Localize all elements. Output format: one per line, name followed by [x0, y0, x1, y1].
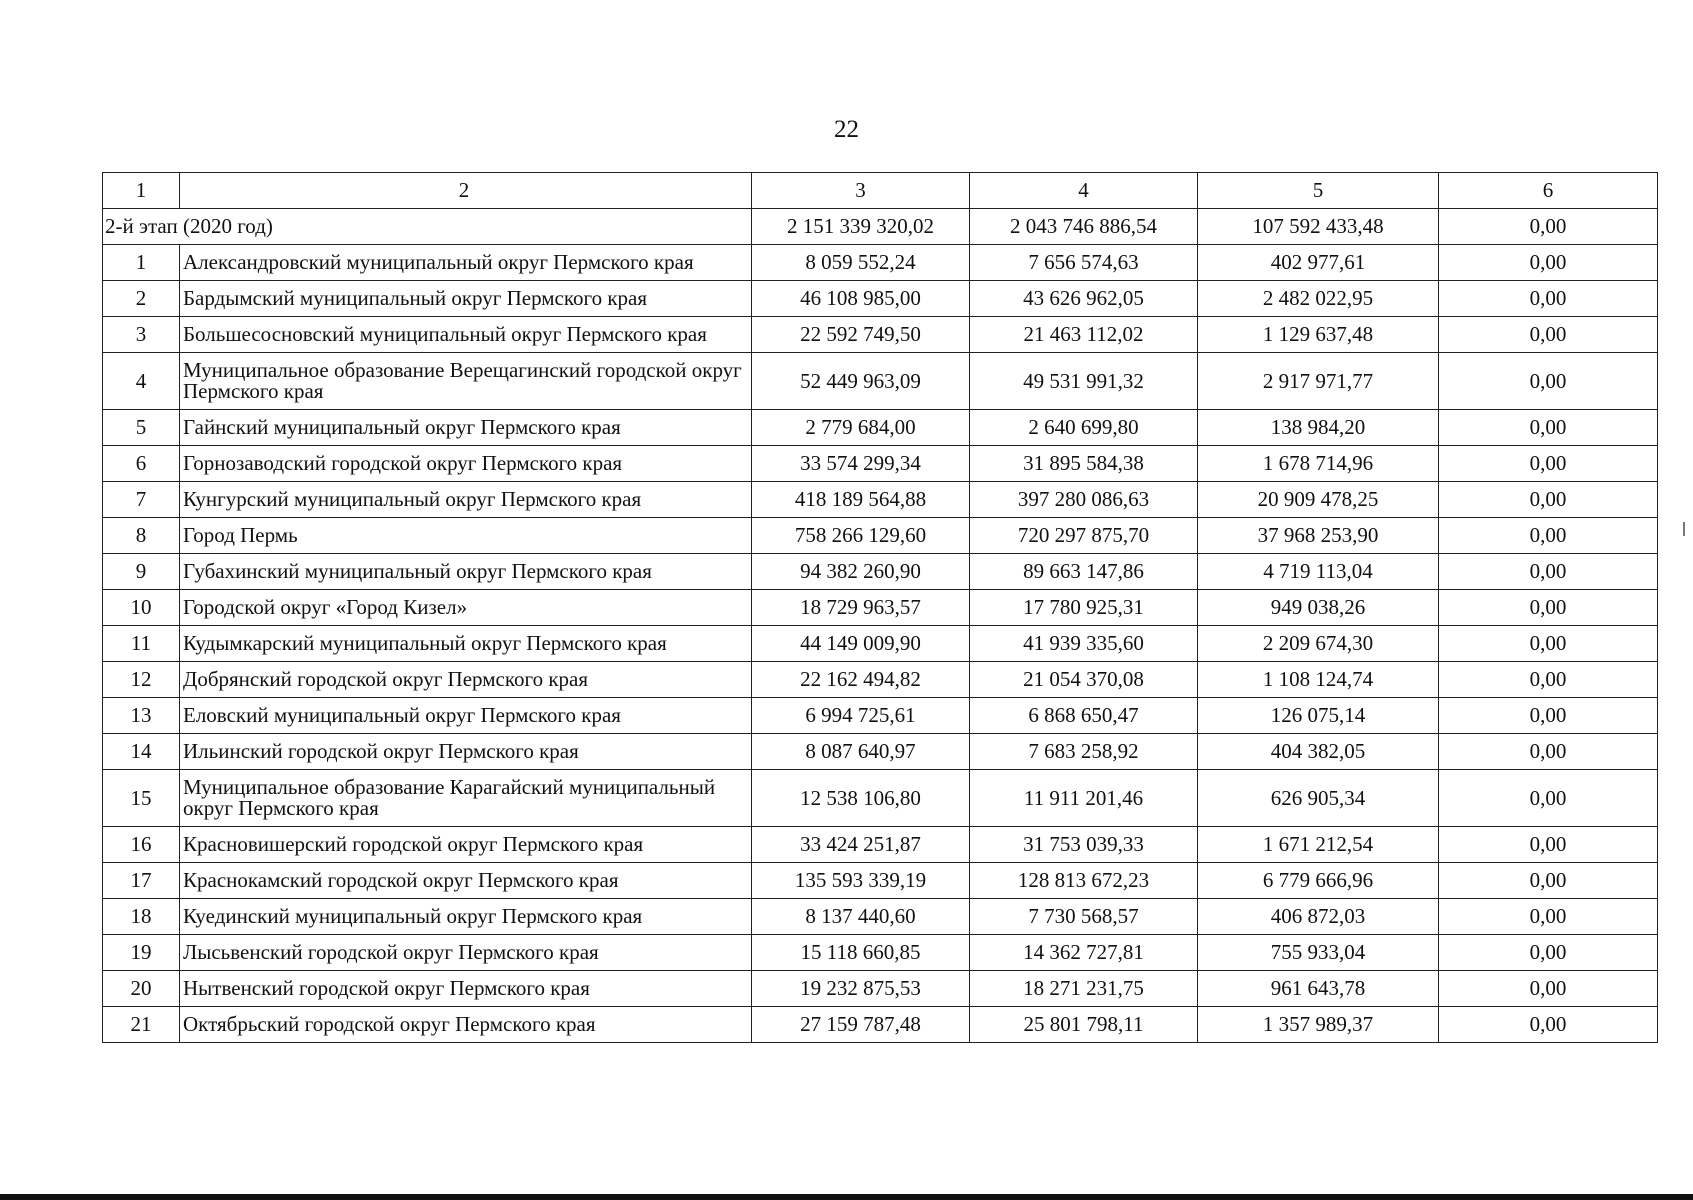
- row-number: 7: [103, 482, 180, 518]
- value-col6: 0,00: [1439, 626, 1658, 662]
- scan-mark: [1683, 522, 1685, 536]
- stage-total-col3: 2 151 339 320,02: [752, 209, 970, 245]
- table-row: [103, 518, 1658, 554]
- table-row: [103, 935, 1658, 971]
- value-col5: 4 719 113,04: [1198, 554, 1439, 590]
- row-number: 11: [103, 626, 180, 662]
- table-row: [103, 245, 1658, 281]
- value-col3: 135 593 339,19: [752, 863, 970, 899]
- value-col3: 758 266 129,60: [752, 518, 970, 554]
- value-col5: 1 678 714,96: [1198, 446, 1439, 482]
- row-number: 9: [103, 554, 180, 590]
- row-number: 14: [103, 734, 180, 770]
- value-col4: 43 626 962,05: [970, 281, 1198, 317]
- table-row: [103, 1007, 1658, 1043]
- value-col4: 720 297 875,70: [970, 518, 1198, 554]
- value-col5: 404 382,05: [1198, 734, 1439, 770]
- header-cell-2: 2: [180, 173, 752, 209]
- scan-bottom-edge: [0, 1194, 1693, 1200]
- value-col6: 0,00: [1439, 863, 1658, 899]
- row-number: 3: [103, 317, 180, 353]
- municipality-name: Краснокамский городской округ Пермского края: [180, 863, 752, 899]
- value-col6: 0,00: [1439, 899, 1658, 935]
- value-col4: 25 801 798,11: [970, 1007, 1198, 1043]
- value-col5: 138 984,20: [1198, 410, 1439, 446]
- table-row: [103, 971, 1658, 1007]
- value-col6: 0,00: [1439, 245, 1658, 281]
- value-col6: 0,00: [1439, 281, 1658, 317]
- header-cell-6: 6: [1439, 173, 1658, 209]
- value-col5: 1 129 637,48: [1198, 317, 1439, 353]
- value-col5: 2 917 971,77: [1198, 353, 1439, 410]
- municipality-name: Александровский муниципальный округ Пермского края: [180, 245, 752, 281]
- table-row: [103, 698, 1658, 734]
- row-number: 8: [103, 518, 180, 554]
- value-col4: 7 656 574,63: [970, 245, 1198, 281]
- value-col5: 402 977,61: [1198, 245, 1439, 281]
- stage-total-col4: 2 043 746 886,54: [970, 209, 1198, 245]
- row-number: 13: [103, 698, 180, 734]
- municipality-name: Гайнский муниципальный округ Пермского края: [180, 410, 752, 446]
- value-col5: 406 872,03: [1198, 899, 1439, 935]
- value-col3: 6 994 725,61: [752, 698, 970, 734]
- value-col5: 20 909 478,25: [1198, 482, 1439, 518]
- municipality-name: Городской округ «Город Кизел»: [180, 590, 752, 626]
- value-col4: 7 683 258,92: [970, 734, 1198, 770]
- value-col3: 22 592 749,50: [752, 317, 970, 353]
- municipality-name: Нытвенский городской округ Пермского края: [180, 971, 752, 1007]
- stage-row: [103, 209, 1658, 245]
- value-col3: 418 189 564,88: [752, 482, 970, 518]
- value-col6: 0,00: [1439, 518, 1658, 554]
- value-col3: 19 232 875,53: [752, 971, 970, 1007]
- header-cell-5: 5: [1198, 173, 1439, 209]
- data-table: [102, 172, 1658, 1043]
- value-col5: 37 968 253,90: [1198, 518, 1439, 554]
- municipality-name: Кудымкарский муниципальный округ Пермского края: [180, 626, 752, 662]
- value-col3: 8 059 552,24: [752, 245, 970, 281]
- value-col3: 44 149 009,90: [752, 626, 970, 662]
- municipality-name: Большесосновский муниципальный округ Пермского края: [180, 317, 752, 353]
- stage-label: 2-й этап (2020 год): [103, 209, 752, 245]
- row-number: 2: [103, 281, 180, 317]
- table-row: [103, 899, 1658, 935]
- table-row: [103, 590, 1658, 626]
- value-col4: 18 271 231,75: [970, 971, 1198, 1007]
- value-col3: 52 449 963,09: [752, 353, 970, 410]
- row-number: 16: [103, 827, 180, 863]
- value-col4: 49 531 991,32: [970, 353, 1198, 410]
- value-col4: 21 054 370,08: [970, 662, 1198, 698]
- value-col6: 0,00: [1439, 662, 1658, 698]
- stage-total-col5: 107 592 433,48: [1198, 209, 1439, 245]
- value-col5: 1 357 989,37: [1198, 1007, 1439, 1043]
- value-col5: 961 643,78: [1198, 971, 1439, 1007]
- value-col5: 626 905,34: [1198, 770, 1439, 827]
- value-col6: 0,00: [1439, 734, 1658, 770]
- value-col6: 0,00: [1439, 1007, 1658, 1043]
- value-col5: 6 779 666,96: [1198, 863, 1439, 899]
- value-col6: 0,00: [1439, 410, 1658, 446]
- value-col3: 94 382 260,90: [752, 554, 970, 590]
- municipality-name: Октябрьский городской округ Пермского края: [180, 1007, 752, 1043]
- value-col4: 11 911 201,46: [970, 770, 1198, 827]
- value-col3: 18 729 963,57: [752, 590, 970, 626]
- municipality-name: Губахинский муниципальный округ Пермского края: [180, 554, 752, 590]
- value-col6: 0,00: [1439, 482, 1658, 518]
- value-col5: 755 933,04: [1198, 935, 1439, 971]
- header-cell-4: 4: [970, 173, 1198, 209]
- municipality-name: Добрянский городской округ Пермского края: [180, 662, 752, 698]
- value-col3: 46 108 985,00: [752, 281, 970, 317]
- value-col3: 12 538 106,80: [752, 770, 970, 827]
- table-row: [103, 626, 1658, 662]
- table-row: [103, 317, 1658, 353]
- value-col3: 27 159 787,48: [752, 1007, 970, 1043]
- value-col6: 0,00: [1439, 554, 1658, 590]
- row-number: 1: [103, 245, 180, 281]
- header-cell-3: 3: [752, 173, 970, 209]
- value-col6: 0,00: [1439, 590, 1658, 626]
- table-row: [103, 281, 1658, 317]
- value-col4: 2 640 699,80: [970, 410, 1198, 446]
- value-col4: 31 895 584,38: [970, 446, 1198, 482]
- row-number: 5: [103, 410, 180, 446]
- value-col3: 8 137 440,60: [752, 899, 970, 935]
- value-col5: 1 671 212,54: [1198, 827, 1439, 863]
- value-col4: 21 463 112,02: [970, 317, 1198, 353]
- page-number: 22: [834, 116, 859, 143]
- municipality-name: Бардымский муниципальный округ Пермского края: [180, 281, 752, 317]
- row-number: 10: [103, 590, 180, 626]
- municipality-name: Муниципальное образование Карагайский муниципальный округ Пермского края: [180, 770, 752, 827]
- table-row: [103, 662, 1658, 698]
- value-col5: 949 038,26: [1198, 590, 1439, 626]
- header-row: [103, 173, 1658, 209]
- value-col6: 0,00: [1439, 971, 1658, 1007]
- row-number: 19: [103, 935, 180, 971]
- municipality-name: Лысьвенский городской округ Пермского края: [180, 935, 752, 971]
- table-row: [103, 827, 1658, 863]
- value-col6: 0,00: [1439, 935, 1658, 971]
- municipality-name: Еловский муниципальный округ Пермского края: [180, 698, 752, 734]
- value-col3: 8 087 640,97: [752, 734, 970, 770]
- table-body: [103, 173, 1658, 1043]
- table-row: [103, 554, 1658, 590]
- table-row: [103, 734, 1658, 770]
- row-number: 12: [103, 662, 180, 698]
- municipality-name: Муниципальное образование Верещагинский городской округ Пермского края: [180, 353, 752, 410]
- municipality-name: Горнозаводский городской округ Пермского края: [180, 446, 752, 482]
- value-col4: 6 868 650,47: [970, 698, 1198, 734]
- value-col4: 128 813 672,23: [970, 863, 1198, 899]
- table-row: [103, 353, 1658, 410]
- value-col4: 89 663 147,86: [970, 554, 1198, 590]
- value-col4: 14 362 727,81: [970, 935, 1198, 971]
- header-cell-1: 1: [103, 173, 180, 209]
- value-col4: 17 780 925,31: [970, 590, 1198, 626]
- value-col6: 0,00: [1439, 446, 1658, 482]
- row-number: 17: [103, 863, 180, 899]
- value-col4: 397 280 086,63: [970, 482, 1198, 518]
- table-row: [103, 446, 1658, 482]
- value-col6: 0,00: [1439, 353, 1658, 410]
- row-number: 20: [103, 971, 180, 1007]
- value-col6: 0,00: [1439, 698, 1658, 734]
- value-col4: 7 730 568,57: [970, 899, 1198, 935]
- value-col3: 33 574 299,34: [752, 446, 970, 482]
- value-col3: 2 779 684,00: [752, 410, 970, 446]
- table-row: [103, 863, 1658, 899]
- value-col6: 0,00: [1439, 827, 1658, 863]
- value-col6: 0,00: [1439, 770, 1658, 827]
- value-col5: 126 075,14: [1198, 698, 1439, 734]
- municipality-name: Ильинский городской округ Пермского края: [180, 734, 752, 770]
- municipality-name: Красновишерский городской округ Пермского края: [180, 827, 752, 863]
- value-col6: 0,00: [1439, 317, 1658, 353]
- value-col5: 2 209 674,30: [1198, 626, 1439, 662]
- value-col4: 41 939 335,60: [970, 626, 1198, 662]
- municipality-name: Куединский муниципальный округ Пермского края: [180, 899, 752, 935]
- value-col5: 2 482 022,95: [1198, 281, 1439, 317]
- value-col3: 15 118 660,85: [752, 935, 970, 971]
- value-col4: 31 753 039,33: [970, 827, 1198, 863]
- table-row: [103, 410, 1658, 446]
- value-col5: 1 108 124,74: [1198, 662, 1439, 698]
- stage-total-col6: 0,00: [1439, 209, 1658, 245]
- table-row: [103, 770, 1658, 827]
- table-row: [103, 482, 1658, 518]
- row-number: 15: [103, 770, 180, 827]
- municipality-name: Кунгурский муниципальный округ Пермского края: [180, 482, 752, 518]
- municipality-name: Город Пермь: [180, 518, 752, 554]
- row-number: 4: [103, 353, 180, 410]
- value-col3: 33 424 251,87: [752, 827, 970, 863]
- row-number: 21: [103, 1007, 180, 1043]
- row-number: 18: [103, 899, 180, 935]
- row-number: 6: [103, 446, 180, 482]
- value-col3: 22 162 494,82: [752, 662, 970, 698]
